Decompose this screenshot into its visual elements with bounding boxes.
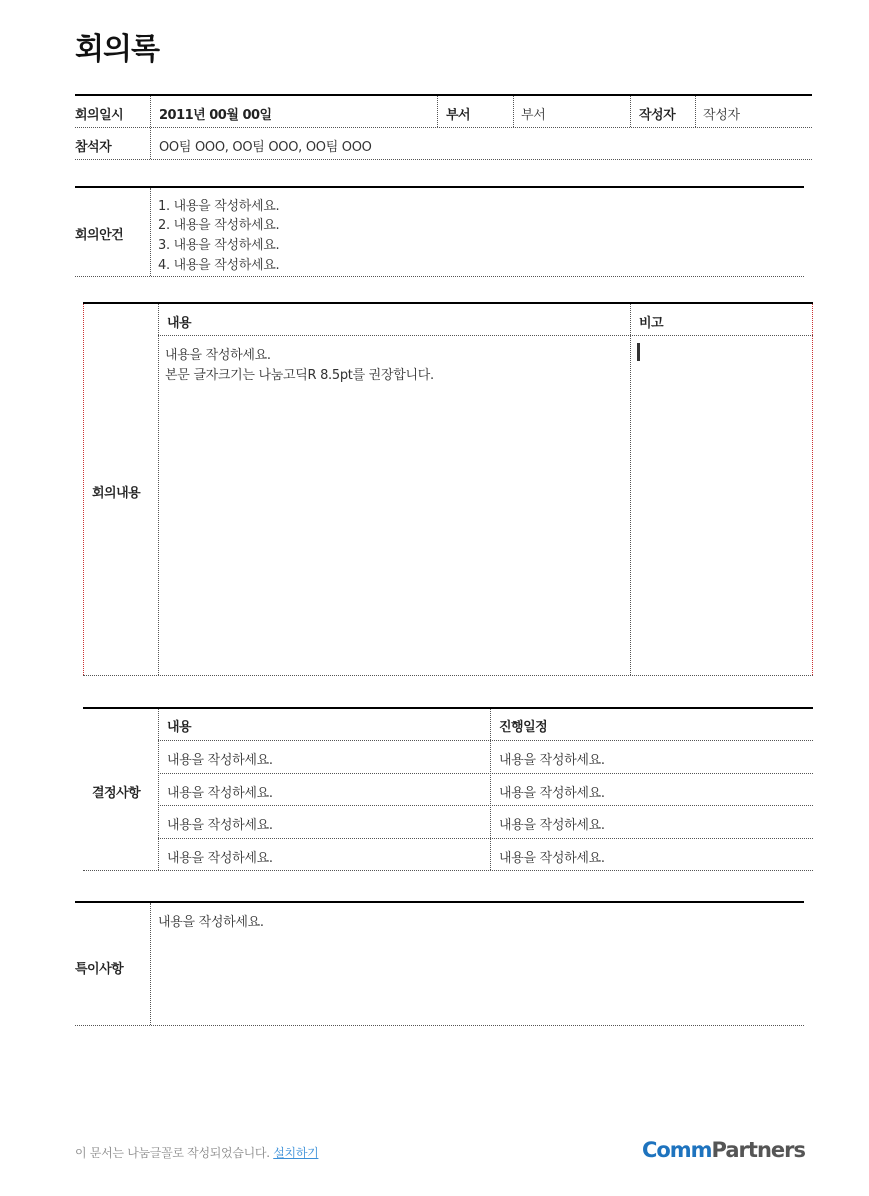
- content-col-divider: [158, 304, 159, 675]
- text-cursor: [637, 343, 640, 361]
- agenda-col-divider: [150, 188, 151, 276]
- commpartners-logo: [642, 1138, 805, 1162]
- meta-col-divider: [437, 96, 438, 127]
- meta-row-divider: [75, 127, 812, 128]
- meta-bottom-border: [75, 159, 812, 160]
- decisions-content-header: 내용: [167, 720, 192, 735]
- decision-schedule-cell[interactable]: 내용을 작성하세요.: [499, 753, 605, 768]
- content-bottom-border: [83, 675, 813, 676]
- decision-content-cell[interactable]: 내용을 작성하세요.: [167, 753, 273, 768]
- agenda-item[interactable]: 4. 내용을 작성하세요.: [158, 258, 280, 273]
- special-label: 특이사항: [75, 962, 124, 977]
- decisions-top-border: [83, 707, 813, 709]
- decisions-row-divider: [158, 773, 813, 774]
- meeting-date-label: 회의일시: [75, 108, 124, 123]
- department-value[interactable]: 부서: [521, 108, 546, 123]
- decisions-row-divider: [158, 740, 813, 741]
- footer-note-text: 이 문서는 나눔글꼴로 작성되었습니다.: [75, 1146, 270, 1160]
- meta-col-divider: [695, 96, 696, 127]
- decisions-row-divider: [158, 805, 813, 806]
- decision-content-cell[interactable]: 내용을 작성하세요.: [167, 851, 273, 866]
- note-col-header: 비고: [639, 316, 664, 331]
- agenda-item[interactable]: 1. 내용을 작성하세요.: [158, 199, 280, 214]
- content-right-border: [812, 304, 813, 675]
- attendees-label: 참석자: [75, 140, 112, 155]
- content-col-divider: [630, 304, 631, 675]
- special-col-divider: [150, 903, 151, 1025]
- logo-part-comm: Comm: [641, 1138, 712, 1162]
- content-line[interactable]: 내용을 작성하세요.: [165, 348, 271, 363]
- content-header-divider: [158, 335, 813, 336]
- content-left-border: [83, 304, 84, 675]
- decisions-bottom-border: [83, 870, 813, 871]
- meeting-date-value[interactable]: 2011년 00월 00일: [159, 108, 272, 123]
- decision-schedule-cell[interactable]: 내용을 작성하세요.: [499, 818, 605, 833]
- special-bottom-border: [75, 1025, 804, 1026]
- meta-col-divider: [630, 96, 631, 127]
- meta-top-border: [75, 94, 812, 96]
- decisions-col-divider: [158, 709, 159, 870]
- department-label: 부서: [446, 108, 471, 123]
- agenda-label: 회의안건: [75, 228, 124, 243]
- decisions-col-divider: [490, 709, 491, 870]
- footer-note: [75, 1144, 318, 1161]
- content-label: 회의내용: [92, 486, 141, 501]
- author-label: 작성자: [639, 108, 676, 123]
- logo-part-partners: Partners: [711, 1138, 805, 1162]
- agenda-item[interactable]: 2. 내용을 작성하세요.: [158, 218, 280, 233]
- meta-col-divider: [150, 96, 151, 159]
- agenda-bottom-border: [75, 276, 804, 277]
- author-value[interactable]: 작성자: [703, 108, 740, 123]
- attendees-value[interactable]: OO팀 OOO, OO팀 OOO, OO팀 OOO: [159, 140, 372, 155]
- install-link[interactable]: 설치하기: [273, 1146, 319, 1160]
- content-col-header: 내용: [167, 316, 192, 331]
- decisions-label: 결정사항: [92, 786, 141, 801]
- agenda-item[interactable]: 3. 내용을 작성하세요.: [158, 238, 280, 253]
- decisions-schedule-header: 진행일정: [499, 720, 548, 735]
- content-top-border: [83, 302, 813, 304]
- page-title: 회의록: [75, 32, 159, 67]
- special-text[interactable]: 내용을 작성하세요.: [158, 915, 264, 930]
- special-top-border: [75, 901, 804, 903]
- decision-content-cell[interactable]: 내용을 작성하세요.: [167, 786, 273, 801]
- decision-schedule-cell[interactable]: 내용을 작성하세요.: [499, 851, 605, 866]
- decision-schedule-cell[interactable]: 내용을 작성하세요.: [499, 786, 605, 801]
- decision-content-cell[interactable]: 내용을 작성하세요.: [167, 818, 273, 833]
- content-line[interactable]: 본문 글자크기는 나눔고딕R 8.5pt를 권장합니다.: [165, 368, 434, 383]
- decisions-row-divider: [158, 838, 813, 839]
- meta-col-divider: [513, 96, 514, 127]
- agenda-top-border: [75, 186, 804, 188]
